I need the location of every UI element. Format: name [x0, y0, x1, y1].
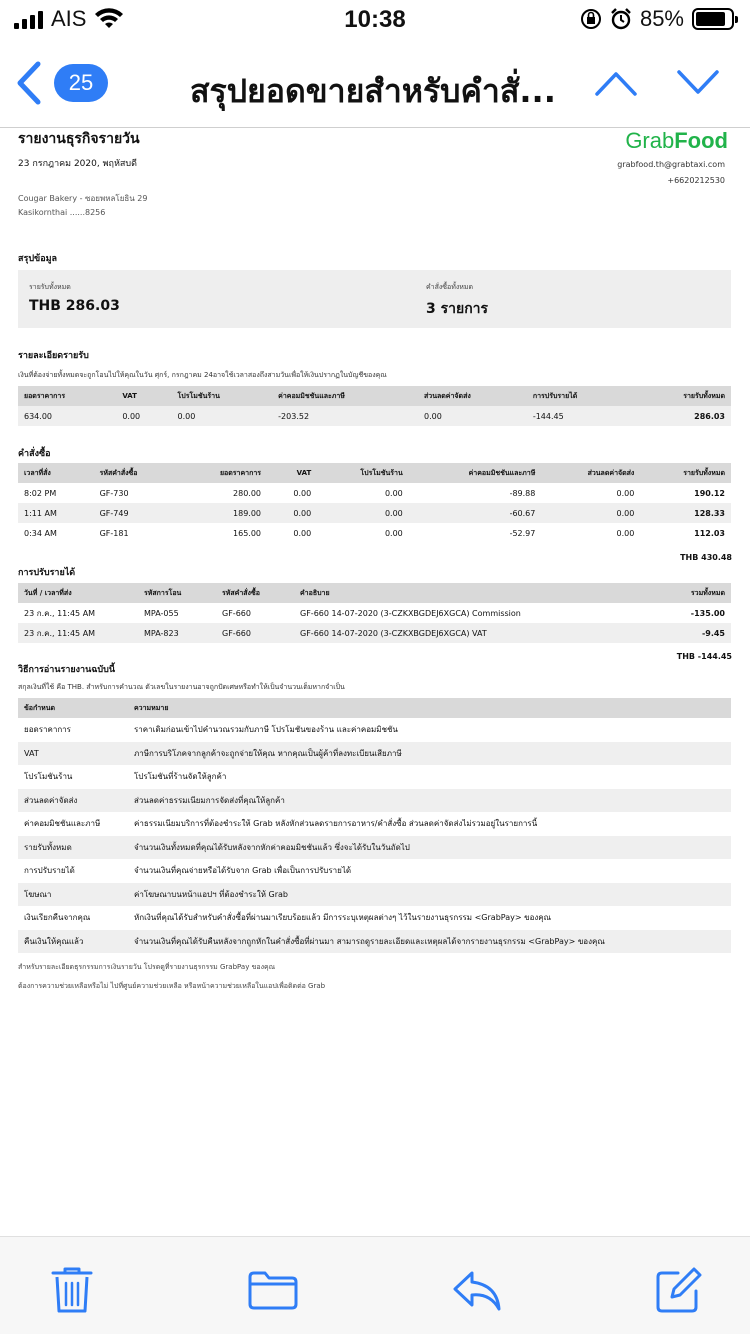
table-cell: GF-660 14-07-2020 (3-CZKXBGDEJ6XGCA) Commission	[300, 608, 521, 618]
revenue-label: รายรับทั้งหมด	[29, 283, 71, 291]
trash-icon[interactable]	[50, 1265, 94, 1315]
bank-account: Kasikornthai ......8256	[18, 208, 106, 217]
back-chevron-icon[interactable]	[14, 60, 44, 106]
folder-icon[interactable]	[247, 1269, 299, 1311]
table-cell: -135.00	[690, 608, 725, 618]
table-cell: ค่าธรรมเนียมบริการที่ต้องชำระให้ Grab หลังหักส่วนลดรายการอาหาร/คำสั่งซื้อ ส่วนลดค่าจัดส่งไม่รวมอยู่ในรายการนี้	[134, 819, 538, 829]
col-header: VAT	[267, 463, 317, 483]
adjustments-total: THB -144.45	[676, 652, 732, 661]
table-row	[18, 883, 731, 907]
table-cell: รายรับทั้งหมด	[18, 836, 128, 860]
summary-heading: สรุปข้อมูล	[18, 254, 58, 264]
col-header: ส่วนลดค่าจัดส่ง	[418, 386, 527, 406]
table-cell: 23 ก.ค., 11:45 AM	[24, 608, 96, 618]
table-cell: 190.12	[694, 488, 725, 498]
table-cell: 286.03	[631, 406, 731, 426]
table-cell: -60.67	[409, 503, 542, 523]
revenue-value: THB 286.03	[29, 298, 120, 314]
income-heading: รายละเอียดรายรับ	[18, 351, 89, 361]
table-cell: ยอดราคาการ	[24, 725, 71, 735]
col-header: รหัสคำสั่งซื้อ	[216, 583, 294, 603]
orientation-lock-icon	[580, 8, 602, 30]
table-cell: MPA-055	[144, 608, 179, 618]
table-cell: โฆษณา	[18, 883, 128, 907]
table-row	[18, 603, 731, 623]
col-header: รวมทั้งหมด	[659, 583, 731, 603]
orders-table	[18, 463, 731, 543]
table-row	[18, 836, 731, 860]
table-row	[18, 765, 731, 789]
carrier-name: AIS	[51, 6, 87, 31]
unread-count-badge[interactable]: 25	[54, 64, 108, 102]
col-header: รายรับทั้งหมด	[640, 463, 731, 483]
col-header: รหัสคำสั่งซื้อ	[94, 463, 178, 483]
table-cell: ส่วนลดค่าธรรมเนียมการจัดส่งที่คุณให้ลูกค้า	[128, 789, 731, 813]
col-header: ความหมาย	[128, 698, 731, 718]
table-cell: -144.45	[527, 406, 632, 426]
table-cell: ภาษีการบริโภคจากลูกค้าจะถูกจ่ายให้คุณ หากคุณเป็นผู้ค้าที่ลงทะเบียนเสียภาษี	[128, 742, 731, 766]
table-cell: 0.00	[384, 528, 403, 538]
table-cell: เงินเรียกคืนจากคุณ	[24, 913, 91, 923]
col-header: VAT	[116, 386, 171, 406]
table-cell: 112.03	[694, 528, 725, 538]
table-cell: 634.00	[18, 406, 116, 426]
table-row	[18, 930, 731, 954]
table-row	[18, 406, 731, 426]
table-cell: 0.00	[267, 503, 317, 523]
summary-box	[18, 270, 731, 328]
alarm-icon	[610, 8, 632, 30]
orders-total: THB 430.48	[680, 553, 732, 562]
table-cell: จำนวนเงินที่คุณได้รับคืนหลังจากถูกหักในคำสั่งซื้อที่ผ่านมา สามารถดูรายละเอียดและเหตุผลได้จากรายงานธุรกรรม <GrabPay> ของคุณ	[128, 930, 731, 954]
table-cell: โปรโมชันที่ร้านจัดให้ลูกค้า	[134, 772, 227, 782]
table-cell: MPA-823	[138, 623, 216, 643]
battery-icon	[692, 8, 734, 30]
table-cell: GF-749	[94, 503, 178, 523]
store-name: Cougar Bakery - ซอยพหลโยธิน 29	[18, 194, 148, 203]
col-header: ค่าคอมมิชชันและภาษี	[409, 463, 542, 483]
table-cell: 0.00	[317, 503, 409, 523]
report-date: 23 กรกฎาคม 2020, พฤหัสบดี	[18, 159, 137, 169]
table-cell: 0:34 AM	[24, 528, 57, 538]
guide-note: สกุลเงินที่ใช้ คือ THB. สำหรับการคำนวณ ตัวเลขในรายงานอาจถูกปัดเศษหรือทำให้เป็นจำนวนเต็มหากจำเป็น	[18, 683, 345, 691]
table-cell: จำนวนเงินทั้งหมดที่คุณได้รับหลังจากหักค่าคอมมิชชันแล้ว ซึ่งจะได้รับในวันถัดไป	[128, 836, 731, 860]
table-row	[18, 503, 731, 523]
table-cell: 0.00	[384, 488, 403, 498]
table-cell: -52.97	[509, 528, 536, 538]
contact-email[interactable]: grabfood.th@grabtaxi.com	[617, 160, 725, 169]
table-cell: -89.88	[509, 488, 536, 498]
col-header: ส่วนลดค่าจัดส่ง	[541, 463, 640, 483]
compose-icon[interactable]	[654, 1267, 702, 1315]
table-cell: 128.33	[640, 503, 731, 523]
status-bar	[0, 0, 750, 40]
col-header: รหัสการโอน	[138, 583, 216, 603]
report-title: รายงานธุรกิจรายวัน	[18, 131, 140, 147]
table-cell: 165.00	[233, 528, 262, 538]
col-header: โปรโมชันร้าน	[172, 386, 273, 406]
table-cell: 189.00	[178, 503, 267, 523]
table-cell: หักเงินที่คุณได้รับสำหรับคำสั่งซื้อที่ผ่านมาเรียบร้อยแล้ว มีการระบุเหตุผลต่างๆ ไว้ในรายงานธุรกรรม <GrabPay> ของคุณ	[134, 913, 552, 923]
guide-table	[18, 698, 731, 953]
col-header: โปรโมชันร้าน	[317, 463, 409, 483]
table-cell: ค่าโฆษณาบนหน้าแอปฯ ที่ต้องชำระให้ Grab	[128, 883, 731, 907]
table-cell: 0.00	[616, 488, 635, 498]
table-cell: GF-181	[99, 528, 129, 538]
col-header: เวลาที่สั่ง	[18, 463, 94, 483]
income-table	[18, 386, 731, 426]
orders-label: คำสั่งซื้อทั้งหมด	[426, 283, 474, 291]
table-cell: GF-660	[216, 623, 294, 643]
adjustments-heading: การปรับรายได้	[18, 568, 76, 578]
col-header: ยอดราคาการ	[18, 386, 116, 406]
table-cell: GF-660	[222, 608, 251, 618]
table-row	[18, 742, 731, 766]
table-row	[18, 906, 731, 930]
table-row	[18, 523, 731, 543]
adjustments-table	[18, 583, 731, 643]
table-cell: 0.00	[616, 528, 635, 538]
table-cell: ค่าคอมมิชชันและภาษี	[24, 819, 101, 829]
table-row	[18, 483, 731, 503]
grabfood-logo: GrabFood	[625, 128, 728, 153]
table-row	[18, 859, 731, 883]
table-cell: 0.00	[293, 528, 312, 538]
table-header-row	[18, 463, 731, 483]
table-row	[18, 623, 731, 643]
previous-message-icon[interactable]	[594, 66, 638, 100]
status-time: 10:38	[344, 6, 406, 33]
table-cell: -203.52	[272, 406, 418, 426]
table-cell: 0.00	[293, 488, 312, 498]
table-cell: 0.00	[172, 406, 273, 426]
table-row	[18, 812, 731, 836]
table-cell: 0.00	[541, 503, 640, 523]
table-header-row	[18, 386, 731, 406]
table-cell: การปรับรายได้	[24, 866, 75, 876]
table-cell: คืนเงินให้คุณแล้ว	[18, 930, 128, 954]
col-header: คำอธิบาย	[294, 583, 659, 603]
col-header: รายรับทั้งหมด	[631, 386, 731, 406]
guide-heading: วิธีการอ่านรายงานฉบับนี้	[18, 665, 115, 675]
contact-phone[interactable]: +6620212530	[667, 176, 725, 185]
table-cell: จำนวนเงินที่คุณจ่ายหรือได้รับจาก Grab เพื่อเป็นการปรับรายได้	[134, 866, 352, 876]
table-cell: 1:11 AM	[18, 503, 94, 523]
table-cell: VAT	[18, 742, 128, 766]
table-cell: ส่วนลดค่าจัดส่ง	[18, 789, 128, 813]
footer-grabpay-note: สำหรับรายละเอียดธุรกรรมการเงินรายวัน โปรดดูที่รายงานธุรกรรม GrabPay ของคุณ	[18, 963, 276, 971]
status-right	[580, 6, 734, 32]
orders-heading: คำสั่งซื้อ	[18, 449, 51, 459]
next-message-icon[interactable]	[676, 66, 720, 100]
table-header-row	[18, 583, 731, 603]
battery-percent: 85%	[639, 6, 684, 31]
table-cell: โปรโมชันร้าน	[24, 772, 73, 782]
page-title: สรุปยอดขายสำหรับคำสั่...	[190, 72, 556, 110]
income-note: เงินที่ต้องจ่ายทั้งหมดจะถูกโอนไปให้คุณในวัน ศุกร์, กรกฎาคม 24อาจใช้เวลาสองถึงสามวันเพื่อให้เงินปรากฏในบัญชีของคุณ	[18, 371, 387, 379]
table-cell: 23 ก.ค., 11:45 AM	[18, 623, 138, 643]
table-cell: -9.45	[659, 623, 731, 643]
table-row	[18, 718, 731, 742]
col-header: ค่าคอมมิชชันและภาษี	[272, 386, 418, 406]
table-header-row	[18, 698, 731, 718]
table-cell: 0.00	[418, 406, 527, 426]
table-cell: 8:02 PM	[24, 488, 57, 498]
bottom-toolbar	[0, 1236, 750, 1334]
orders-value: 3 รายการ	[426, 301, 489, 317]
table-cell: GF-730	[99, 488, 129, 498]
table-cell: GF-660 14-07-2020 (3-CZKXBGDEJ6XGCA) VAT	[294, 623, 659, 643]
col-header: การปรับรายได้	[527, 386, 632, 406]
table-cell: ราคาเดิมก่อนเข้าไปคำนวณรวมกับภาษี โปรโมชันของร้าน และค่าคอมมิชชัน	[134, 725, 398, 735]
nav-bar	[0, 40, 750, 128]
table-cell: 0.00	[116, 406, 171, 426]
col-header: ข้อกำหนด	[18, 698, 128, 718]
footer-help-note: ต้องการความช่วยเหลือหรือไม่ ไปที่ศูนย์ความช่วยเหลือ หรือหน้าความช่วยเหลือในแอปเพื่อติดต่อ Grab	[18, 982, 326, 990]
table-row	[18, 789, 731, 813]
reply-icon[interactable]	[452, 1269, 502, 1313]
col-header: ยอดราคาการ	[178, 463, 267, 483]
table-cell: 280.00	[233, 488, 262, 498]
col-header: วันที่ / เวลาที่ส่ง	[18, 583, 138, 603]
